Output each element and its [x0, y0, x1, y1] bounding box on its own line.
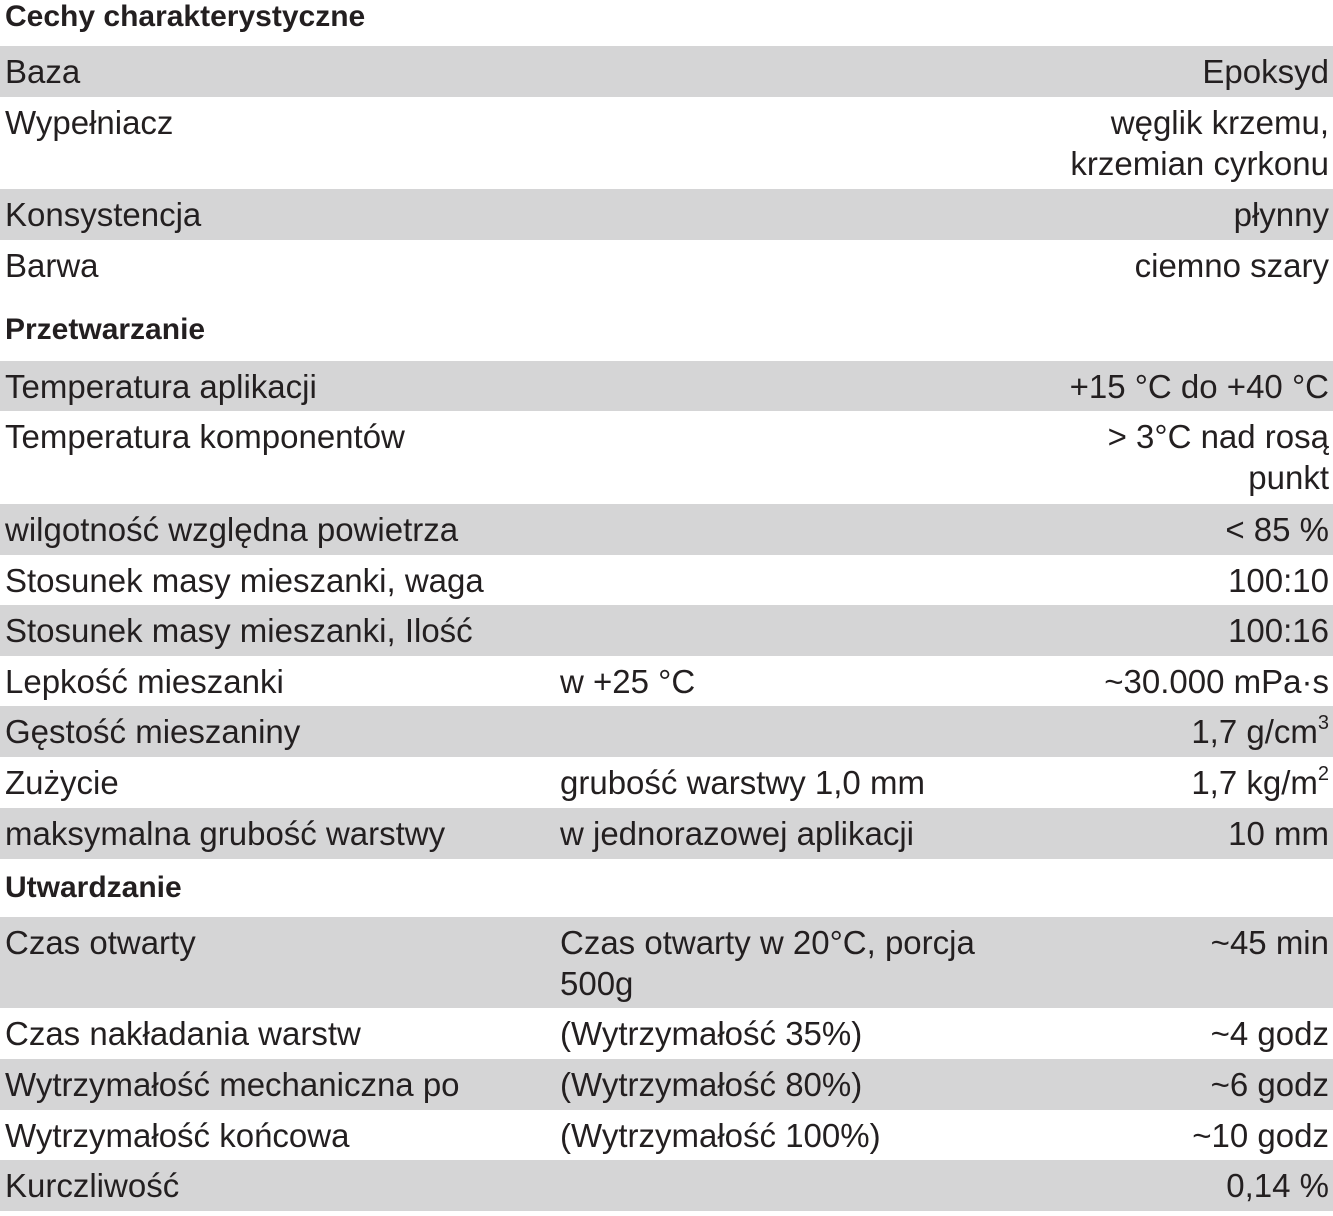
- property-label: wilgotność względna powietrza: [5, 511, 459, 548]
- table-row: [0, 605, 1333, 656]
- property-label: maksymalna grubość warstwy: [5, 815, 446, 852]
- property-value: +15 °C do +40 °C: [1069, 368, 1329, 405]
- property-condition: w +25 °C: [560, 663, 696, 700]
- property-value-line: > 3°C nad rosą: [1107, 418, 1329, 455]
- property-condition: [560, 194, 1020, 240]
- property-label: Konsystencja: [5, 196, 202, 233]
- property-value: [1020, 711, 1333, 757]
- property-condition: [560, 366, 1020, 411]
- table-row: [0, 1059, 1333, 1110]
- property-value: ~30.000 mPa·s: [1104, 663, 1329, 700]
- property-label: Czas nakładania warstw: [5, 1015, 361, 1052]
- property-label: Zużycie: [5, 764, 119, 801]
- property-value: ~4 godz: [1210, 1015, 1329, 1052]
- property-label: Wypełniacz: [5, 104, 174, 141]
- table-row: [0, 656, 1333, 706]
- property-label: Wytrzymałość mechaniczna po: [5, 1066, 460, 1103]
- property-value: [1020, 416, 1333, 504]
- property-value-text: 1,7 kg/m: [1191, 764, 1318, 801]
- superscript: 3: [1317, 712, 1329, 734]
- property-condition: [560, 509, 1020, 555]
- property-condition-line: 500g: [560, 965, 634, 1002]
- section-title-curing: Utwardzanie: [5, 871, 182, 904]
- property-label: Stosunek masy mieszanki, Ilość: [5, 612, 473, 649]
- property-condition: (Wytrzymałość 80%): [560, 1066, 863, 1103]
- property-condition: (Wytrzymałość 35%): [560, 1015, 863, 1052]
- property-value: ~10 godz: [1192, 1117, 1329, 1154]
- property-condition: [560, 922, 1020, 1008]
- property-condition-line: Czas otwarty w 20°C, porcja: [560, 924, 975, 961]
- section-title-characteristics: Cechy charakterystyczne: [5, 0, 366, 33]
- property-value: płynny: [1233, 196, 1329, 233]
- property-condition: w jednorazowej aplikacji: [560, 815, 915, 852]
- property-label: Wytrzymałość końcowa: [5, 1117, 350, 1154]
- property-condition: [560, 245, 1020, 290]
- property-condition: [560, 1165, 1020, 1211]
- property-value: 0,14 %: [1226, 1167, 1329, 1204]
- property-value: 10 mm: [1228, 815, 1329, 852]
- property-value: < 85 %: [1225, 511, 1329, 548]
- property-label: Temperatura komponentów: [5, 418, 405, 455]
- property-value-line: punkt: [1248, 459, 1329, 496]
- property-value: [1020, 762, 1333, 808]
- table-row: [0, 917, 1333, 1008]
- table-row: [0, 361, 1333, 411]
- property-label: Czas otwarty: [5, 924, 196, 961]
- superscript: 2: [1317, 763, 1329, 785]
- property-value: 100:16: [1228, 612, 1329, 649]
- section-title-processing: Przetwarzanie: [5, 313, 206, 346]
- table-row: [0, 706, 1333, 757]
- property-label: Baza: [5, 53, 81, 90]
- table-row: [0, 97, 1333, 189]
- property-value: ciemno szary: [1134, 247, 1329, 284]
- table-row: [0, 1160, 1333, 1211]
- property-condition: grubość warstwy 1,0 mm: [560, 764, 925, 801]
- table-row: [0, 1110, 1333, 1160]
- table-row: [0, 757, 1333, 808]
- table-row: [0, 46, 1333, 97]
- property-condition: [560, 51, 1020, 97]
- property-label: Stosunek masy mieszanki, waga: [5, 562, 484, 599]
- property-label: Kurczliwość: [5, 1167, 180, 1204]
- property-condition: [560, 102, 1020, 189]
- property-value-text: 1,7 g/cm: [1191, 713, 1318, 750]
- table-row: [0, 1008, 1333, 1059]
- property-condition: [560, 416, 1020, 504]
- property-label: Lepkość mieszanki: [5, 663, 284, 700]
- table-row: [0, 411, 1333, 504]
- property-label: Barwa: [5, 247, 99, 284]
- table-row: [0, 240, 1333, 290]
- property-condition: (Wytrzymałość 100%): [560, 1117, 881, 1154]
- property-condition: [560, 560, 1020, 605]
- table-row: [0, 189, 1333, 240]
- property-value: Epoksyd: [1202, 53, 1329, 90]
- property-condition: [560, 610, 1020, 656]
- property-value: 100:10: [1228, 562, 1329, 599]
- property-value: ~6 godz: [1210, 1066, 1329, 1103]
- property-value-line: węglik krzemu,: [1110, 104, 1329, 141]
- property-value-line: krzemian cyrkonu: [1070, 145, 1329, 182]
- table-row: [0, 555, 1333, 605]
- property-value: ~45 min: [1210, 924, 1329, 961]
- property-label: Gęstość mieszaniny: [5, 713, 301, 750]
- property-label: Temperatura aplikacji: [5, 368, 317, 405]
- table-row: [0, 808, 1333, 859]
- property-value: [1020, 102, 1333, 189]
- property-condition: [560, 711, 1020, 757]
- table-row: [0, 504, 1333, 555]
